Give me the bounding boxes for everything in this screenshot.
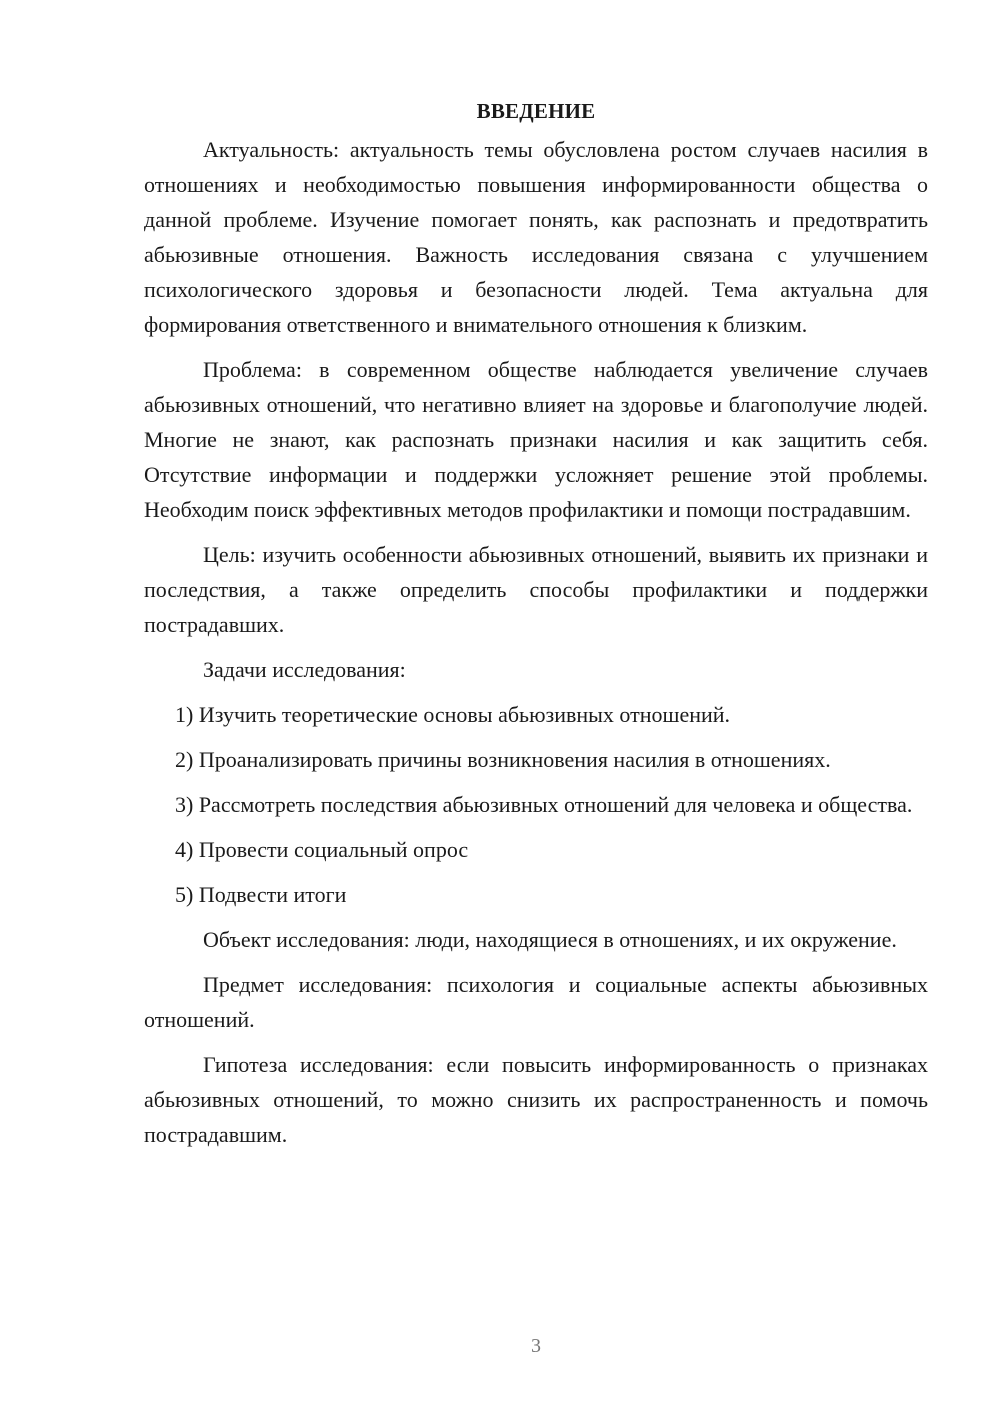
- page-content: [144, 96, 928, 1162]
- paragraph-goal: Цель: изучить особенности абьюзивных отношений, выявить их признаки и последствия, а также определить способы профилактики и поддержки пострадавших.: [144, 542, 928, 637]
- task-item-1: 1) Изучить теоретические основы абьюзивных отношений.: [175, 702, 731, 727]
- task-item-4: 4) Провести социальный опрос: [175, 837, 469, 862]
- page-number: 3: [531, 1335, 541, 1357]
- section-title: ВВЕДЕНИЕ: [476, 99, 596, 123]
- paragraph-relevance: Актуальность: актуальность темы обусловлена ростом случаев насилия в отношениях и необходимостью повышения информированности общества о данной проблеме. Изучение помогает понять, как распознать и предотвратить абьюзивные отношения. Важность исследования связана с улучшением психологического здоровья и безопасности людей. Тема актуальна для формирования ответственного и внимательного отношения к близким.: [144, 137, 928, 337]
- task-item-5: 5) Подвести итоги: [175, 882, 347, 907]
- task-item-3: 3) Рассмотреть последствия абьюзивных отношений для человека и общества.: [175, 792, 913, 817]
- tasks-heading: Задачи исследования:: [203, 657, 406, 682]
- paragraph-hypothesis: Гипотеза исследования: если повысить информированность о признаках абьюзивных отношений, то можно снизить их распространенность и помочь пострадавшим.: [144, 1052, 928, 1147]
- paragraph-object: Объект исследования: люди, находящиеся в отношениях, и их окружение.: [203, 927, 897, 952]
- paragraph-subject: Предмет исследования: психология и социальные аспекты абьюзивных отношений.: [144, 972, 928, 1032]
- task-item-2: 2) Проанализировать причины возникновения насилия в отношениях.: [175, 747, 831, 772]
- paragraph-problem: Проблема: в современном обществе наблюдается увеличение случаев абьюзивных отношений, что негативно влияет на здоровье и благополучие людей. Многие не знают, как распознать признаки насилия и как защитить себя. Отсутствие информации и поддержки усложняет решение этой проблемы. Необходим поиск эффективных методов профилактики и помощи пострадавшим.: [144, 357, 928, 522]
